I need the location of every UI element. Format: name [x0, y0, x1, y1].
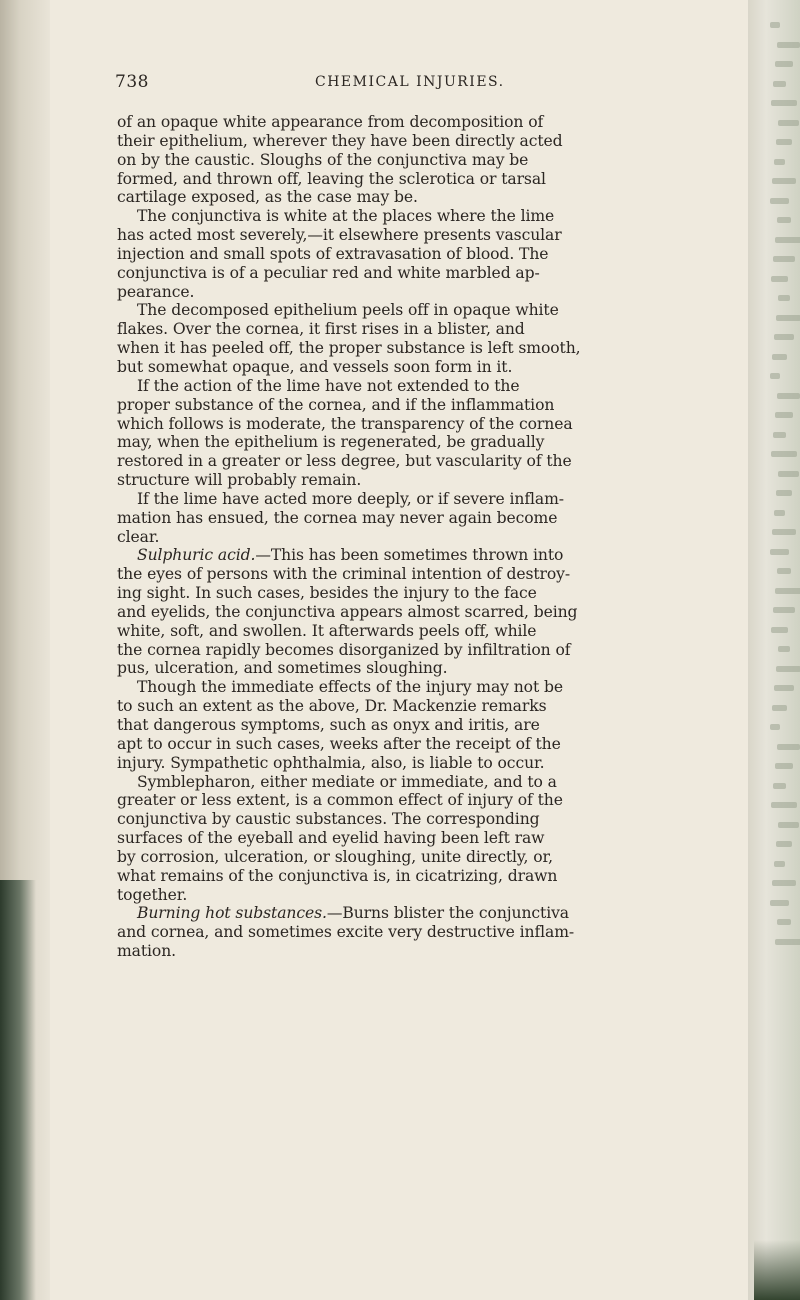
line-text: of an opaque white appearance from decomposition of — [117, 113, 544, 131]
bleed-mark — [778, 295, 790, 301]
text-line — [117, 170, 754, 189]
text-line — [117, 358, 754, 377]
line-text: —Burns blister the conjunctiva — [326, 904, 569, 923]
text-line — [117, 678, 754, 697]
line-text: proper substance of the cornea, and if the inflammation — [117, 395, 555, 414]
line-text: mation has ensued, the cornea may never again become — [117, 508, 558, 527]
binding-edge — [0, 880, 36, 1300]
line-text: white, soft, and swollen. It afterwards peels off, while — [117, 621, 537, 640]
text-line — [117, 886, 754, 905]
text-line — [117, 904, 754, 923]
text-line — [117, 226, 754, 245]
bleed-mark — [773, 783, 786, 789]
text-line — [117, 396, 754, 415]
text-line — [117, 716, 754, 735]
line-text: to such an extent as the above, Dr. Mackenzie remarks — [117, 697, 547, 716]
text-line — [117, 867, 754, 886]
text-line — [117, 697, 754, 716]
bleed-mark — [775, 763, 793, 769]
line-text: Symblepharon, either mediate or immediate, and to a — [137, 772, 557, 791]
line-text: The decomposed epithelium peels off in opaque white — [137, 301, 559, 320]
bleed-mark — [777, 217, 791, 223]
bleed-mark — [772, 880, 796, 886]
line-text: the eyes of persons with the criminal intention of destroy- — [117, 565, 571, 584]
text-line — [117, 754, 754, 773]
line-text: has acted most severely,—it elsewhere presents vascular — [117, 226, 562, 245]
line-text: formed, and thrown off, leaving the sclerotica or tarsal — [117, 169, 546, 188]
bleed-mark — [771, 802, 797, 808]
page-number: 738 — [115, 72, 149, 92]
bleed-mark — [775, 588, 800, 594]
bleed-mark — [772, 529, 796, 535]
bleed-mark — [773, 432, 786, 438]
page-corner-shadow — [754, 1240, 800, 1300]
text-line — [117, 301, 754, 320]
body-text — [117, 113, 754, 961]
bleed-mark — [775, 939, 800, 945]
line-text: conjunctiva is of a peculiar red and white marbled ap- — [117, 263, 540, 282]
bleed-mark — [773, 256, 795, 262]
line-text: If the action of the lime have not extended to the — [137, 376, 520, 395]
text-line — [117, 603, 754, 622]
line-text: their epithelium, wherever they have been directly acted — [117, 131, 563, 150]
running-head: CHEMICAL INJURIES. — [315, 74, 505, 90]
bleed-mark — [772, 705, 787, 711]
text-line — [117, 151, 754, 170]
bleed-mark — [775, 412, 793, 418]
text-line — [117, 132, 754, 151]
bleed-mark — [778, 471, 799, 477]
line-text: structure will probably remain. — [117, 471, 362, 490]
line-text: surfaces of the eyeball and eyelid having been left raw — [117, 829, 545, 848]
line-text: pus, ulceration, and sometimes sloughing. — [117, 659, 448, 678]
text-line — [117, 810, 754, 829]
line-text: injection and small spots of extravasation of blood. The — [117, 244, 549, 263]
line-text: clear. — [117, 527, 160, 546]
bleed-mark — [776, 139, 792, 145]
bleed-mark — [775, 237, 800, 243]
line-text: apt to occur in such cases, weeks after the receipt of the — [117, 734, 561, 753]
bleed-mark — [772, 354, 787, 360]
bleed-mark — [777, 42, 800, 48]
text-line — [117, 377, 754, 396]
text-line — [117, 471, 754, 490]
line-text: when it has peeled off, the proper substance is left smooth, — [117, 339, 581, 358]
line-text: ing sight. In such cases, besides the injury to the face — [117, 584, 537, 603]
line-text: If the lime have acted more deeply, or if severe inflam- — [137, 489, 564, 508]
bleed-mark — [770, 198, 789, 204]
bleed-mark — [777, 919, 791, 925]
bleed-mark — [770, 22, 780, 28]
bleed-mark — [770, 724, 780, 730]
bleed-mark — [778, 646, 790, 652]
text-line — [117, 264, 754, 283]
text-line — [117, 415, 754, 434]
bleed-mark — [776, 841, 792, 847]
text-line — [117, 113, 754, 132]
bleed-mark — [771, 451, 797, 457]
text-line — [117, 433, 754, 452]
section-heading: Burning hot substances. — [137, 904, 327, 923]
text-line — [117, 829, 754, 848]
bleed-mark — [774, 685, 794, 691]
line-text: restored in a greater or less degree, but vascularity of the — [117, 452, 572, 471]
line-text: and cornea, and sometimes excite very destructive inflam- — [117, 923, 575, 942]
line-text: flakes. Over the cornea, it first rises in a blister, and — [117, 320, 525, 339]
text-line — [117, 452, 754, 471]
bleed-mark — [776, 315, 800, 321]
bleed-mark — [777, 393, 800, 399]
text-line — [117, 622, 754, 641]
line-text: which follows is moderate, the transparency of the cornea — [117, 414, 573, 433]
line-text: together. — [117, 885, 188, 904]
bleed-mark — [778, 120, 799, 126]
text-line — [117, 320, 754, 339]
bleed-mark — [776, 490, 792, 496]
bleed-mark — [771, 276, 788, 282]
text-line — [117, 207, 754, 226]
line-text: greater or less extent, is a common effect of injury of the — [117, 791, 563, 810]
text-line — [117, 339, 754, 358]
text-line — [117, 735, 754, 754]
bleed-mark — [771, 627, 788, 633]
text-line — [117, 659, 754, 678]
bleed-mark — [775, 61, 793, 67]
text-line — [117, 509, 754, 528]
bleed-mark — [777, 568, 791, 574]
text-line — [117, 283, 754, 302]
line-text: and eyelids, the conjunctiva appears almost scarred, being — [117, 602, 578, 621]
text-line — [117, 565, 754, 584]
line-text: may, when the epithelium is regenerated, be gradually — [117, 433, 545, 452]
bleed-mark — [776, 666, 800, 672]
line-text: pearance. — [117, 282, 195, 301]
bleed-mark — [770, 900, 789, 906]
text-line — [117, 791, 754, 810]
text-line — [117, 923, 754, 942]
line-text: cartilage exposed, as the case may be. — [117, 188, 418, 207]
text-line — [117, 490, 754, 509]
text-line — [117, 188, 754, 207]
line-text: mation. — [117, 942, 177, 961]
line-text: what remains of the conjunctiva is, in cicatrizing, drawn — [117, 866, 558, 885]
section-heading: Sulphuric acid. — [137, 546, 256, 565]
text-line — [117, 546, 754, 565]
bleed-mark — [774, 510, 785, 516]
bleed-mark — [771, 100, 797, 106]
text-line — [117, 942, 754, 961]
line-text: that dangerous symptoms, such as onyx and iritis, are — [117, 716, 540, 734]
text-line — [117, 773, 754, 792]
bleed-mark — [777, 744, 800, 750]
line-text: conjunctiva by caustic substances. The corresponding — [117, 810, 540, 829]
line-text: The conjunctiva is white at the places where the lime — [137, 207, 555, 226]
next-page-bleed-through — [766, 0, 800, 1300]
bleed-mark — [774, 334, 794, 340]
bleed-mark — [772, 178, 796, 184]
line-text: injury. Sympathetic ophthalmia, also, is liable to occur. — [117, 753, 545, 772]
text-line — [117, 528, 754, 547]
bleed-mark — [773, 607, 795, 613]
bleed-mark — [774, 159, 785, 165]
line-text: on by the caustic. Sloughs of the conjunctiva may be — [117, 150, 529, 169]
line-text: —This has been sometimes thrown into — [255, 546, 564, 565]
line-text: the cornea rapidly becomes disorganized by infiltration of — [117, 640, 571, 659]
bleed-mark — [774, 861, 785, 867]
line-text: by corrosion, ulceration, or sloughing, unite directly, or, — [117, 847, 554, 866]
text-line — [117, 641, 754, 660]
bleed-mark — [770, 373, 780, 379]
page-header — [115, 72, 735, 96]
text-line — [117, 584, 754, 603]
line-text: Though the immediate effects of the injury may not be — [137, 678, 563, 697]
text-line — [117, 848, 754, 867]
bleed-mark — [770, 549, 789, 555]
bleed-mark — [773, 81, 786, 87]
line-text: but somewhat opaque, and vessels soon form in it. — [117, 357, 513, 376]
text-line — [117, 245, 754, 264]
bleed-mark — [778, 822, 799, 828]
